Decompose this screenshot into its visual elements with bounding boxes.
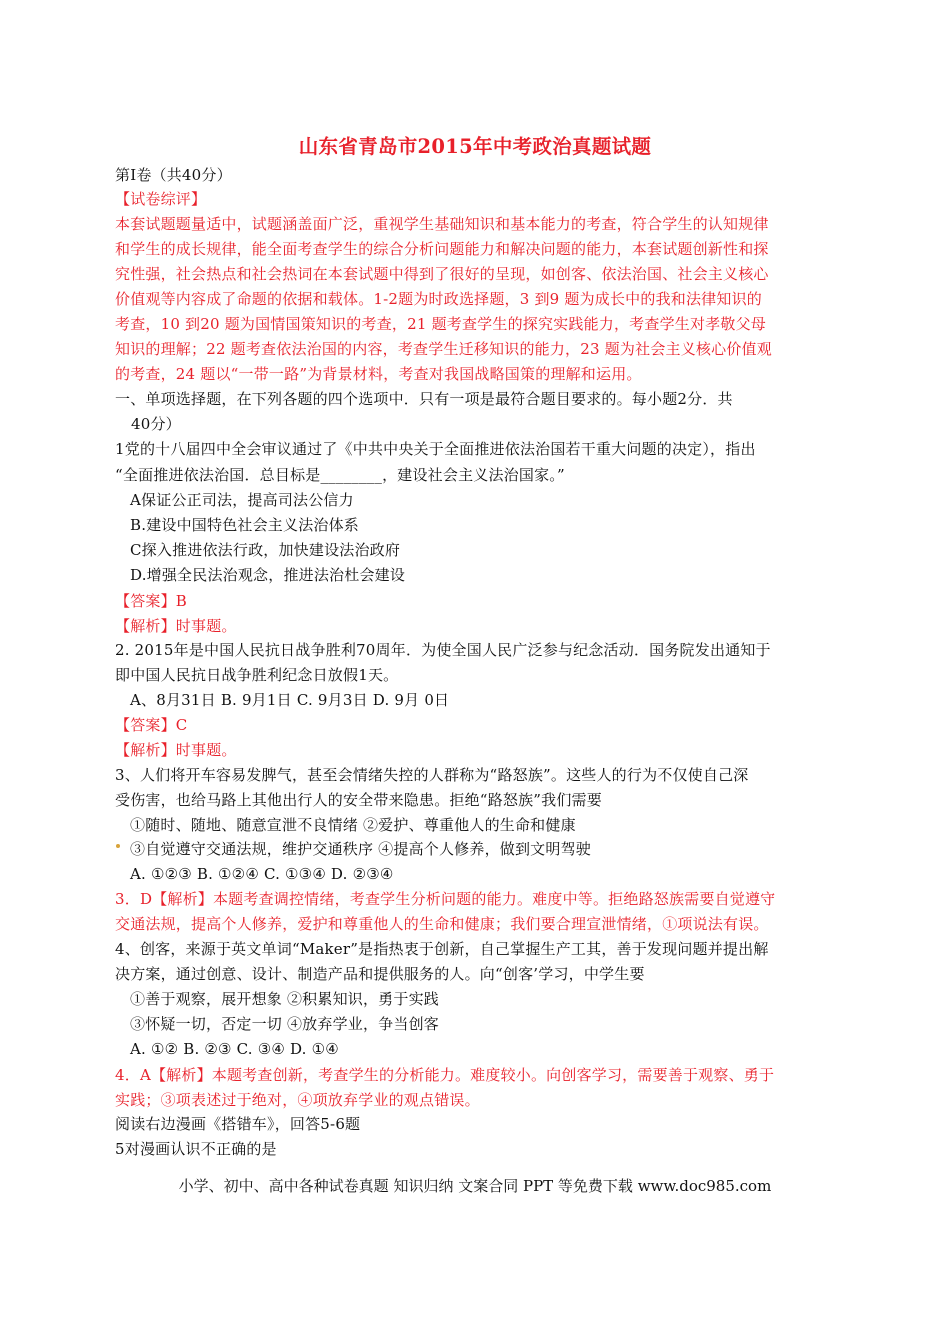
question-1-option: C探入推进依法行政，加快建设法治政府: [130, 541, 401, 559]
question-2-stem: 2. 2015年是中国人民抗日战争胜利70周年．为使全国人民广泛参与纪念活动．国务院发出通知于: [115, 641, 771, 659]
question-4-item: ③怀疑一切，否定一切 ④放弃学业，争当创客: [130, 1015, 439, 1033]
review-line: 考查，10 到20 题为国情国策知识的考查，21 题考查学生的探究实践能力，考查学生对孝敬父母: [115, 315, 766, 333]
question-4-explanation: 4．A【解析】本题考查创新，考查学生的分析能力。难度较小。向创客学习，需要善于观察、勇于: [115, 1066, 775, 1084]
question-3-explanation: 3．D【解析】本题考查调控情绪，考查学生分析问题的能力。难度中等。拒绝路怒族需要自觉遵守: [115, 890, 776, 908]
question-1-answer: 【答案】B: [115, 592, 188, 610]
instructions-line: 40分）: [131, 415, 181, 433]
question-1-option: D.增强全民法治观念，推进法治杜会建设: [130, 566, 406, 584]
question-3-item: ③自觉遵守交通法规，维护交通秩序 ④提高个人修养，做到文明驾驶: [130, 840, 591, 858]
question-4-stem: 4、创客，来源于英文单词“Maker”是指热衷于创新，自己掌握生产工其，善于发现问题并提出解: [115, 940, 769, 958]
stray-dot: [116, 844, 120, 848]
question-2-stem: 即中国人民抗日战争胜利纪念日放假1天。: [115, 666, 399, 684]
question-2-options: A、8月31日 B. 9月1日 C. 9月3日 D. 9月 0日: [130, 691, 450, 709]
question-5-stem: 5对漫画认识不正确的是: [115, 1140, 277, 1158]
page-footer: 小学、初中、高中各种试卷真题 知识归纳 文案合同 PPT 等免费下载 www.doc985.com: [178, 1177, 772, 1195]
question-1-stem: “全面推进依法治国．总目标是________，建设社会主义法治国家。”: [115, 466, 565, 484]
section-header: 第Ⅰ卷（共40分）: [115, 166, 232, 184]
question-1-analysis: 【解析】时事题。: [115, 617, 237, 635]
question-3-item: ①随时、随地、随意宣泄不良情绪 ②爱护、尊重他人的生命和健康: [130, 816, 576, 834]
question-3-stem: 3、人们将开车容易发脾气，甚至会情绪失控的人群称为“路怒族”。这些人的行为不仅使自己深: [115, 766, 749, 784]
review-line: 知识的理解；22 题考查依法治国的内容，考查学生迁移知识的能力，23 题为社会主义核心价值观: [115, 340, 772, 358]
question-4-item: ①善于观察，展开想象 ②积累知识，勇于实践: [130, 990, 439, 1008]
review-line: 和学生的成长规律，能全面考查学生的综合分析问题能力和解决问题的能力，本套试题创新性和探: [115, 240, 769, 258]
question-3-explanation: 交通法规，提高个人修养，爱护和尊重他人的生命和健康；我们要合理宣泄情绪，①项说法有误。: [115, 915, 769, 933]
page-title: 山东省青岛市2015年中考政治真题试题: [298, 135, 652, 158]
question-2-answer: 【答案】C: [115, 716, 188, 734]
reading-prompt: 阅读右边漫画《搭错车》，回答5-6题: [115, 1115, 361, 1133]
review-line: 究性强，社会热点和社会热词在本套试题中得到了很好的呈现，如创客、依法治国、社会主义核心: [115, 265, 769, 283]
question-4-explanation: 实践；③项表述过于绝对，④项放弃学业的观点错误。: [115, 1091, 480, 1109]
question-3-options: A. ①②③ B. ①②④ C. ①③④ D. ②③④: [130, 865, 394, 883]
review-line: 本套试题题量适中，试题涵盖面广泛，重视学生基础知识和基本能力的考查，符合学生的认知规律: [115, 215, 769, 233]
question-1-option: B.建设中国特色社会主义法治体系: [130, 516, 359, 534]
question-1-stem: 1党的十八届四中全会审议通过了《中共中央关于全面推进依法治国若干重大问题的决定），指出: [115, 440, 756, 458]
question-1-option: A保证公正司法，提高司法公信力: [130, 491, 354, 509]
question-4-options: A. ①② B. ②③ C. ③④ D. ①④: [130, 1040, 339, 1058]
question-2-analysis: 【解析】时事题。: [115, 741, 237, 759]
instructions-line: 一、单项选择题，在下列各题的四个选项中．只有一项是最符合题目要求的。每小题2分．共: [115, 390, 733, 408]
review-label: 【试卷综评】: [115, 190, 207, 208]
question-3-stem: 受伤害，也给马路上其他出行人的安全带来隐患。拒绝“路怒族”我们需要: [115, 791, 602, 809]
review-line: 价值观等内容成了命题的依据和载体。1-2题为时政选择题，3 到9 题为成长中的我和法律知识的: [115, 290, 762, 308]
review-line: 的考查，24 题以“一带一路”为背景材料，考查对我国战略国策的理解和运用。: [115, 365, 642, 383]
question-4-stem: 决方案，通过创意、设计、制造产品和提供服务的人。向“创客’学习，中学生要: [115, 965, 645, 983]
